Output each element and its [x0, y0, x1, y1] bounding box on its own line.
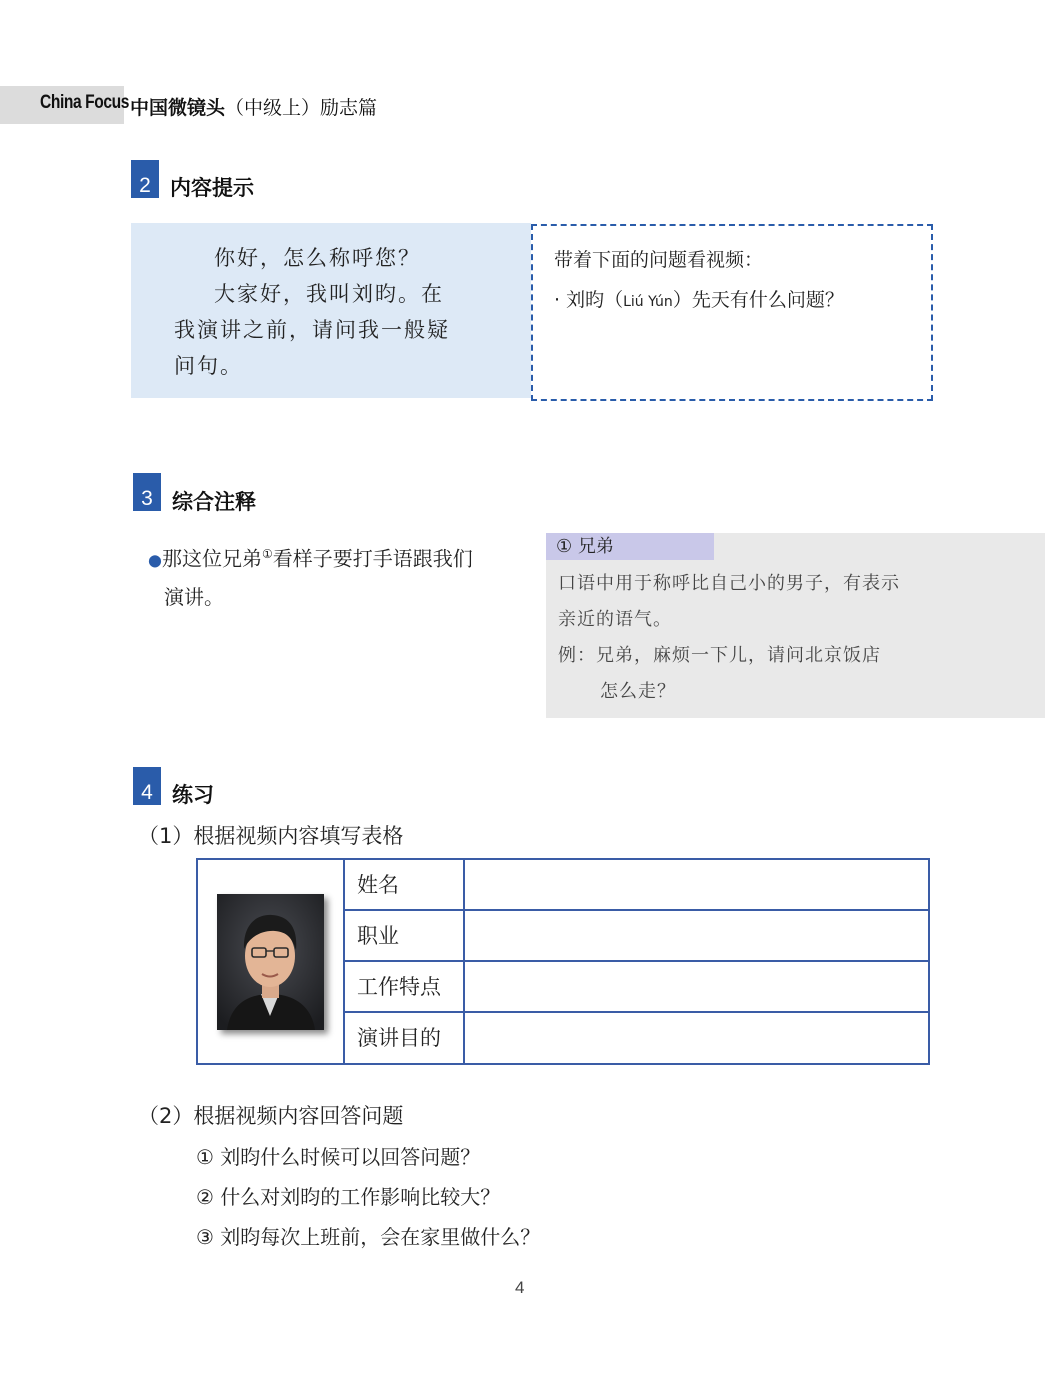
table-value-occupation[interactable] — [465, 911, 930, 962]
question-text — [554, 240, 844, 322]
question-2: ② 什么对刘昀的工作影响比较大？ — [196, 1185, 501, 1209]
exercise-2-title: （2）根据视频内容回答问题 — [138, 1104, 404, 1128]
dialogue-line-3: 我演讲之前，请问我一般疑 — [174, 318, 450, 342]
gloss-line-2: 亲近的语气。 — [558, 609, 672, 630]
speaker-photo-image — [217, 894, 324, 1030]
gloss-line-1: 口语中用于称呼比自己小的男子，有表示 — [558, 573, 900, 594]
annotation-sentence: ●那这位兄弟①看样子要打手语跟我们 演讲。 — [148, 546, 473, 609]
table-value-work-feature[interactable] — [465, 962, 930, 1013]
page-number: 4 — [515, 1278, 525, 1297]
question-item: · 刘昀（Liú Yún）先天有什么问题？ — [554, 289, 844, 311]
footnote-marker: ① — [261, 547, 273, 561]
series-title-cn — [130, 93, 377, 120]
gloss-example-1: 例：兄弟，麻烦一下儿，请问北京饭店 — [558, 645, 881, 666]
series-title-cn-sub: （中级上）励志篇 — [225, 97, 378, 119]
table-value-speech-purpose[interactable] — [465, 1013, 930, 1064]
series-title-cn-main: 中国微镜头 — [130, 97, 226, 119]
table-label-name: 姓名 — [345, 860, 465, 911]
section-3-title: 综合注释 — [172, 490, 256, 514]
table-label-work-feature: 工作特点 — [345, 962, 465, 1013]
pinyin-label: Liú Yún — [623, 294, 673, 310]
section-2-title: 内容提示 — [170, 176, 254, 200]
gloss-tag: ① 兄弟 — [546, 533, 714, 560]
table-label-occupation: 职业 — [345, 911, 465, 962]
dialogue-line-2: 大家好，我叫刘昀。在 — [214, 282, 444, 306]
speaker-photo — [217, 894, 324, 1030]
bullet-icon: ● — [148, 550, 162, 570]
series-title-en: China Focus — [40, 92, 129, 113]
section-3-number: 3 — [133, 473, 161, 511]
question-1: ① 刘昀什么时候可以回答问题？ — [196, 1145, 481, 1169]
gloss-text — [558, 566, 938, 710]
dialogue-line-1: 你好，怎么称呼您？ — [214, 246, 421, 270]
section-2-number: 2 — [131, 160, 159, 198]
question-3: ③ 刘昀每次上班前，会在家里做什么？ — [196, 1225, 541, 1249]
gloss-example-2: 怎么走？ — [600, 681, 676, 702]
question-intro: 带着下面的问题看视频： — [554, 249, 764, 271]
table-value-name[interactable] — [465, 860, 930, 911]
dialogue-line-4: 问句。 — [174, 354, 243, 378]
exercise-1-title: （1）根据视频内容填写表格 — [138, 824, 404, 848]
table-label-speech-purpose: 演讲目的 — [345, 1013, 465, 1064]
section-4-number: 4 — [133, 767, 161, 805]
dialogue-text — [174, 240, 484, 384]
section-4-title: 练习 — [172, 783, 214, 807]
